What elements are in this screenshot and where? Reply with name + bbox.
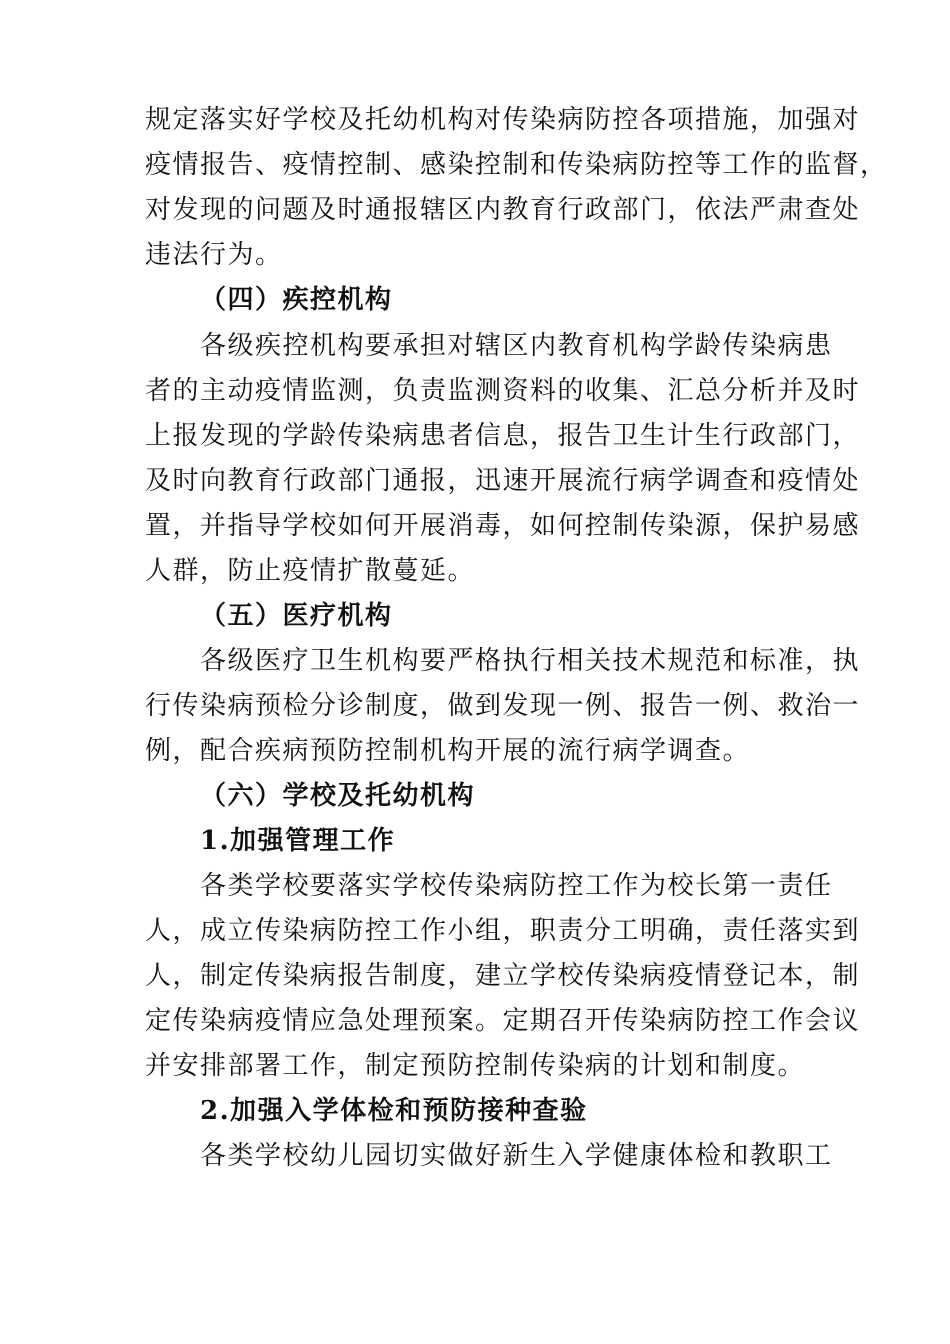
body-text-line: 人，制定传染病报告制度，建立学校传染病疫情登记本，制	[145, 961, 861, 991]
body-text-line: 人，成立传染病防控工作小组，职责分工明确，责任落实到	[145, 916, 861, 946]
body-text-line: 及时向教育行政部门通报，迅速开展流行病学调查和疫情处	[145, 466, 861, 496]
body-text-line: 规定落实好学校及托幼机构对传染病防控各项措施，加强对	[145, 105, 861, 135]
section-heading: （四）疾控机构	[200, 285, 393, 315]
body-text-line: 对发现的问题及时通报辖区内教育行政部门，依法严肃查处	[145, 195, 861, 225]
body-text-line: 并安排部署工作，制定预防控制传染病的计划和制度。	[145, 1051, 806, 1081]
body-text-line: 各类学校幼儿园切实做好新生入学健康体检和教职工	[200, 1141, 833, 1171]
body-text-line: 行传染病预检分诊制度，做到发现一例、报告一例、救治一	[145, 691, 861, 721]
section-heading: （五）医疗机构	[200, 601, 393, 631]
body-text-line: 者的主动疫情监测，负责监测资料的收集、汇总分析并及时	[145, 376, 861, 406]
body-text-line: 置，并指导学校如何开展消毒，如何控制传染源，保护易感	[145, 511, 861, 541]
body-text-line: 例，配合疾病预防控制机构开展的流行病学调查。	[145, 736, 751, 766]
body-text-line: 违法行为。	[145, 240, 283, 270]
section-heading: （六）学校及托幼机构	[200, 781, 476, 811]
body-text-line: 定传染病疫情应急处理预案。定期召开传染病防控工作会议	[145, 1006, 861, 1036]
body-text-line: 各类学校要落实学校传染病防控工作为校长第一责任	[200, 871, 833, 901]
subsection-heading: 2.加强入学体检和预防接种查验	[200, 1096, 588, 1126]
body-text-line: 人群，防止疫情扩散蔓延。	[145, 556, 476, 586]
body-text-line: 上报发现的学龄传染病患者信息，报告卫生计生行政部门，	[145, 421, 861, 451]
body-text-line: 各级医疗卫生机构要严格执行相关技术规范和标准，执	[200, 646, 861, 676]
body-text-line: 疫情报告、疫情控制、感染控制和传染病防控等工作的监督，	[145, 150, 888, 180]
body-text-line: 各级疾控机构要承担对辖区内教育机构学龄传染病患	[200, 331, 833, 361]
subsection-heading: 1.加强管理工作	[200, 826, 396, 856]
